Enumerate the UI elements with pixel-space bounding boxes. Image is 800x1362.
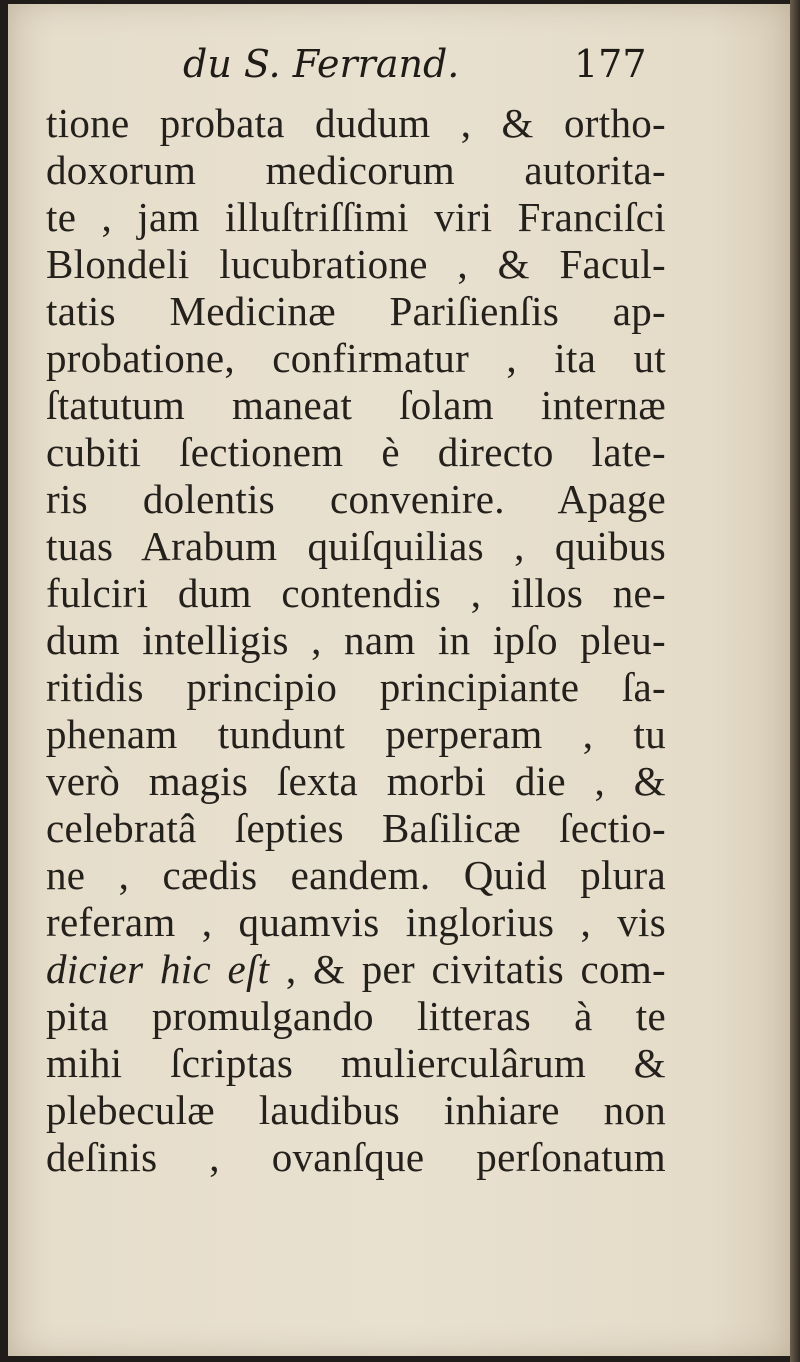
text-line: ne , cædis eandem. Quid plura [46, 852, 666, 898]
text-line: celebratâ ſepties Baſilicæ ſectio- [46, 805, 666, 851]
book-page [8, 4, 790, 1356]
page-header [8, 42, 790, 96]
text-line: te , jam illuſtriſſimi viri Franciſci [46, 194, 666, 240]
text-line: cubiti ſectionem è directo late- [46, 429, 666, 475]
running-head: du S. Ferrand. [183, 42, 460, 86]
text-line: ſtatutum maneat ſolam internæ [46, 382, 666, 428]
text-line: fulciri dum contendis , illos ne- [46, 570, 666, 616]
text-line: pita promulgando litteras à te [46, 993, 666, 1039]
text-line: referam , quamvis inglorius , vis [46, 899, 666, 945]
text-line: tuas Arabum quiſquilias , quibus [46, 523, 666, 569]
text-line: verò magis ſexta morbi die , & [46, 758, 666, 804]
text-line: doxorum medicorum autorita- [46, 147, 666, 193]
text-line [46, 946, 666, 993]
body-text [46, 100, 666, 1181]
text-line: plebeculæ laudibus inhiare non [46, 1087, 666, 1133]
text-line: ris dolentis convenire. Apage [46, 476, 666, 522]
italic-phrase: dicier hic eſt [46, 946, 270, 992]
text-line: deſinis , ovanſque perſonatum [46, 1134, 666, 1180]
text-line: tatis Medicinæ Pariſienſis ap- [46, 288, 666, 334]
text-line: tione probata dudum , & ortho- [46, 100, 666, 146]
text-line: Blondeli lucubratione , & Facul- [46, 241, 666, 287]
text-line: mihi ſcriptas mulierculârum & [46, 1040, 666, 1086]
page-number: 177 [574, 42, 647, 86]
line-continuation: , & per civitatis com- [285, 946, 666, 992]
text-line: phenam tundunt perperam , tu [46, 711, 666, 757]
book-edge [790, 0, 800, 1362]
text-line: probatione, confirmatur , ita ut [46, 335, 666, 381]
text-line: dum intelligis , nam in ipſo pleu- [46, 617, 666, 663]
text-line: ritidis principio principiante ſa- [46, 664, 666, 710]
